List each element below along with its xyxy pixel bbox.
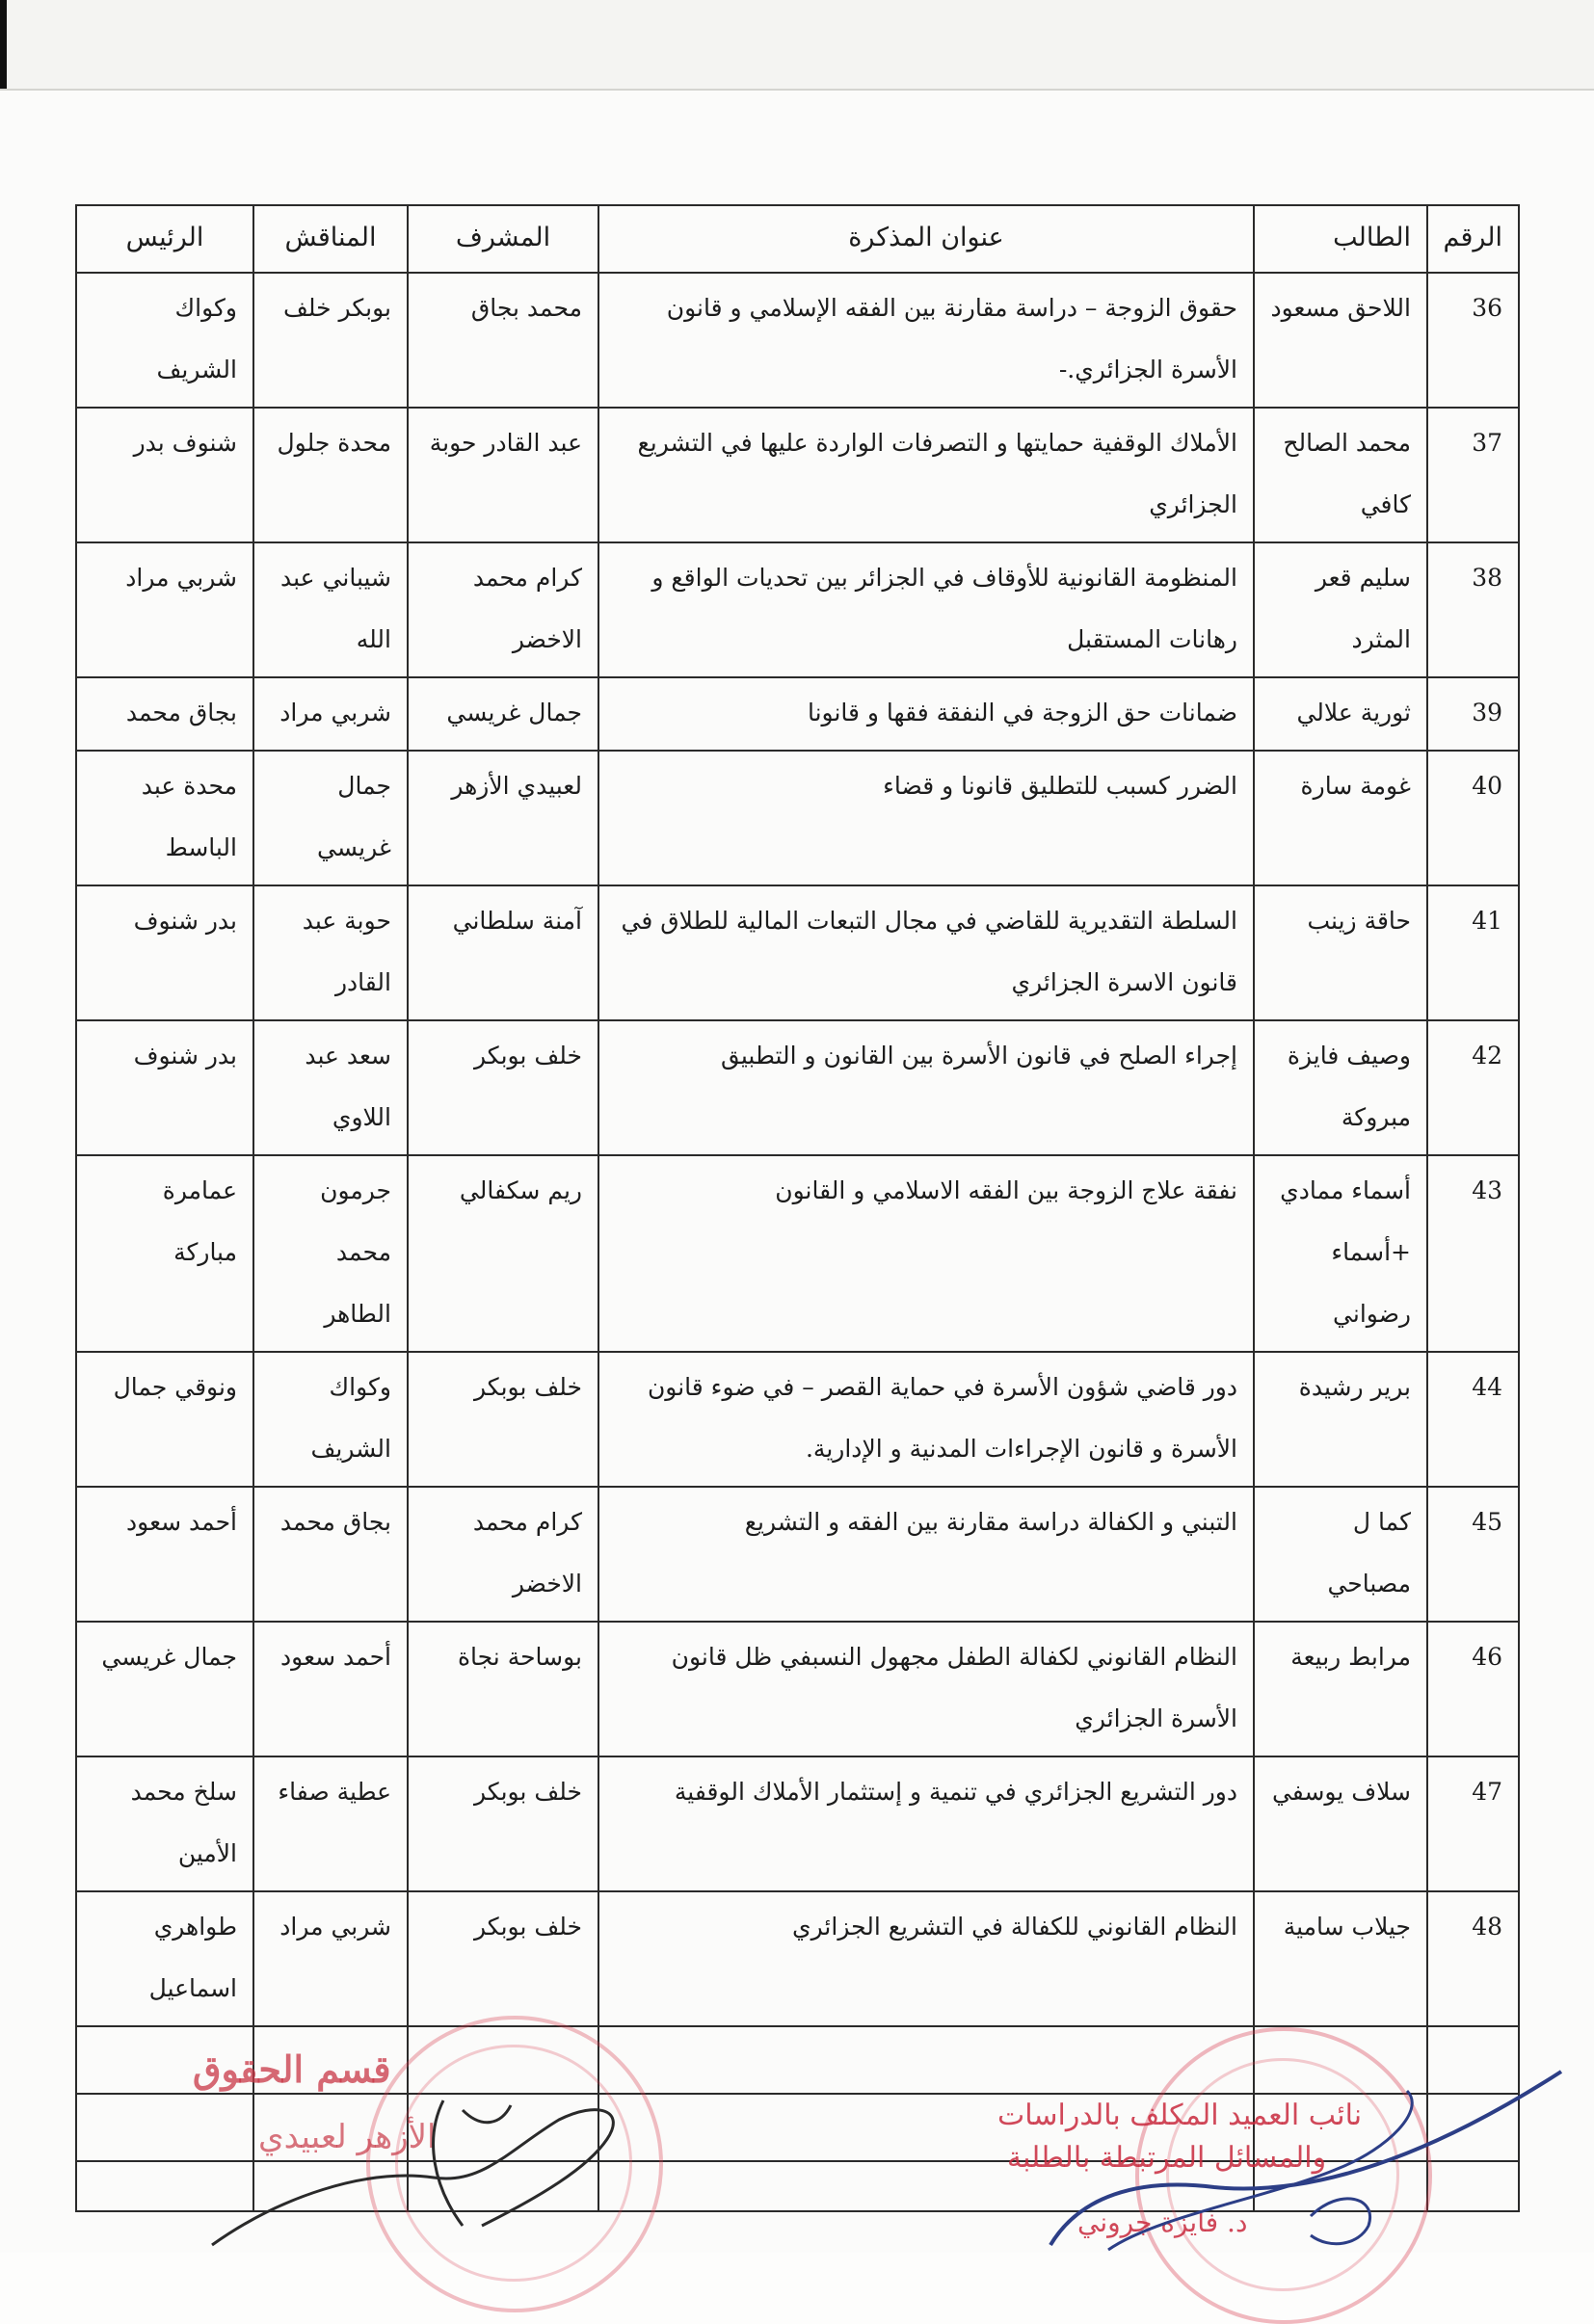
row-examiner: سعد عبد اللاوي: [253, 1020, 408, 1155]
row-examiner: عطية صفاء: [253, 1756, 408, 1891]
table-row: [76, 273, 1519, 408]
table-row: [76, 1891, 1519, 2026]
table-row: [76, 1352, 1519, 1487]
row-student: مرابط ربيعة: [1254, 1622, 1427, 1756]
row-title: دور التشريع الجزائري في تنمية و إستثمار الأملاك الوقفية: [598, 1756, 1254, 1891]
row-title: حقوق الزوجة – دراسة مقارنة بين الفقه الإسلامي و قانون الأسرة الجزائري.-: [598, 273, 1254, 408]
table-row: [76, 1020, 1519, 1155]
row-president: بجاق محمد: [76, 677, 253, 751]
row-examiner: أحمد سعود: [253, 1622, 408, 1756]
row-president: بدر شنوف: [76, 885, 253, 1020]
row-title: المنظومة القانونية للأوقاف في الجزائر بين تحديات الواقع و رهانات المستقبل: [598, 542, 1254, 677]
signature-left: [193, 2081, 732, 2253]
row-student: حاقة زينب: [1254, 885, 1427, 1020]
row-number: 41: [1427, 885, 1519, 1020]
header-examiner: المناقش: [253, 205, 408, 273]
row-number: 40: [1427, 751, 1519, 885]
row-supervisor: محمد بجاق: [408, 273, 598, 408]
row-examiner: محدة جلول: [253, 408, 408, 542]
row-student: محمد الصالح كافي: [1254, 408, 1427, 542]
row-president: وكواك الشريف: [76, 273, 253, 408]
row-title: الأملاك الوقفية حمايتها و التصرفات الواردة عليها في التشريع الجزائري: [598, 408, 1254, 542]
row-title: النظام القانوني للكفالة في التشريع الجزائري: [598, 1891, 1254, 2026]
scan-top-margin: [0, 0, 1594, 91]
row-student: سلاف يوسفي: [1254, 1756, 1427, 1891]
row-number: 47: [1427, 1756, 1519, 1891]
row-student: أسماء ممادي +أسماء رضواني: [1254, 1155, 1427, 1352]
row-title: النظام القانوني لكفالة الطفل مجهول النسبفي ظل قانون الأسرة الجزائري: [598, 1622, 1254, 1756]
row-title: إجراء الصلح في قانون الأسرة بين القانون و التطبيق: [598, 1020, 1254, 1155]
row-supervisor: بوساحة نجاة: [408, 1622, 598, 1756]
signatory-name-left: الأزهر لعبيدي: [258, 2118, 437, 2156]
row-president: ونوقي جمال: [76, 1352, 253, 1487]
row-president: طواهري اسماعيل: [76, 1891, 253, 2026]
row-examiner: شربي مراد: [253, 1891, 408, 2026]
header-supervisor: المشرف: [408, 205, 598, 273]
row-number: 36: [1427, 273, 1519, 408]
row-president: بدر شنوف: [76, 1020, 253, 1155]
table-row: [76, 1155, 1519, 1352]
row-supervisor: خلف بوبكر: [408, 1020, 598, 1155]
row-title: نفقة علاج الزوجة بين الفقه الاسلامي و القانون: [598, 1155, 1254, 1352]
row-student: غومة سارة: [1254, 751, 1427, 885]
row-examiner: شيباني عبد الله: [253, 542, 408, 677]
row-president: شنوف بدر: [76, 408, 253, 542]
seal-department-label: قسم الحقوق: [193, 2047, 391, 2091]
row-examiner: شربي مراد: [253, 677, 408, 751]
row-title: التبني و الكفالة دراسة مقارنة بين الفقه و التشريع: [598, 1487, 1254, 1622]
row-student: ثورية علالي: [1254, 677, 1427, 751]
signatory-name-right: د. فايزة جروني: [1077, 2206, 1248, 2238]
row-supervisor: خلف بوبكر: [408, 1756, 598, 1891]
header-title: عنوان المذكرة: [598, 205, 1254, 273]
signatory-title-right-2: والمسائل المرتبطة بالطلبة: [1007, 2141, 1327, 2175]
row-number: 46: [1427, 1622, 1519, 1756]
row-examiner: بجاق محمد: [253, 1487, 408, 1622]
row-number: 44: [1427, 1352, 1519, 1487]
row-supervisor: خلف بوبكر: [408, 1891, 598, 2026]
row-examiner: جرمون محمد الطاهر: [253, 1155, 408, 1352]
row-president: سلخ محمد الأمين: [76, 1756, 253, 1891]
row-examiner: وكواك الشريف: [253, 1352, 408, 1487]
table-header-row: [76, 205, 1519, 273]
row-president: عمامرة مباركة: [76, 1155, 253, 1352]
table-row: [76, 1756, 1519, 1891]
row-supervisor: آمنة سلطاني: [408, 885, 598, 1020]
table-row: [76, 542, 1519, 677]
table-row: [76, 408, 1519, 542]
table-row: [76, 677, 1519, 751]
row-student: سليم قعر المثرد: [1254, 542, 1427, 677]
row-student: وصيف فايزة مبروكة: [1254, 1020, 1427, 1155]
row-supervisor: كرام محمد الاخضر: [408, 542, 598, 677]
row-student: جيلاب سامية: [1254, 1891, 1427, 2026]
row-president: جمال غريسي: [76, 1622, 253, 1756]
header-number: الرقم: [1427, 205, 1519, 273]
row-number: 38: [1427, 542, 1519, 677]
row-supervisor: جمال غريسي: [408, 677, 598, 751]
row-president: محدة عبد الباسط: [76, 751, 253, 885]
row-supervisor: ريم سكفالي: [408, 1155, 598, 1352]
header-president: الرئيس: [76, 205, 253, 273]
row-number: 45: [1427, 1487, 1519, 1622]
table-row: [76, 1487, 1519, 1622]
row-student: اللاحق مسعود: [1254, 273, 1427, 408]
row-title: السلطة التقديرية للقاضي في مجال التبعات المالية للطلاق في قانون الاسرة الجزائري: [598, 885, 1254, 1020]
signature-right: [1022, 2052, 1594, 2253]
row-number: 39: [1427, 677, 1519, 751]
header-student: الطالب: [1254, 205, 1427, 273]
row-supervisor: لعبيدي الأزهر: [408, 751, 598, 885]
row-examiner: جمال غريسي: [253, 751, 408, 885]
row-title: دور قاضي شؤون الأسرة في حماية القصر – في ضوء قانون الأسرة و قانون الإجراءات المدنية و الإدارية.: [598, 1352, 1254, 1487]
row-president: شربي مراد: [76, 542, 253, 677]
row-number: 42: [1427, 1020, 1519, 1155]
signatory-title-right: نائب العميد المكلف بالدراسات: [997, 2099, 1363, 2132]
row-student: برير رشيدة: [1254, 1352, 1427, 1487]
row-number: 37: [1427, 408, 1519, 542]
defense-schedule-table: [75, 204, 1520, 2212]
row-supervisor: عبد القادر حوبة: [408, 408, 598, 542]
table-row: [76, 885, 1519, 1020]
table-row: [76, 1622, 1519, 1756]
row-supervisor: كرام محمد الاخضر: [408, 1487, 598, 1622]
row-student: كما ل مصباحي: [1254, 1487, 1427, 1622]
row-title: الضرر كسبب للتطليق قانونا و قضاء: [598, 751, 1254, 885]
row-number: 43: [1427, 1155, 1519, 1352]
row-supervisor: خلف بوبكر: [408, 1352, 598, 1487]
row-president: أحمد سعود: [76, 1487, 253, 1622]
row-number: 48: [1427, 1891, 1519, 2026]
row-title: ضمانات حق الزوجة في النفقة فقها و قانونا: [598, 677, 1254, 751]
table-row: [76, 751, 1519, 885]
scan-edge: [0, 0, 7, 89]
row-examiner: حوبة عبد القادر: [253, 885, 408, 1020]
row-examiner: بوبكر خلف: [253, 273, 408, 408]
